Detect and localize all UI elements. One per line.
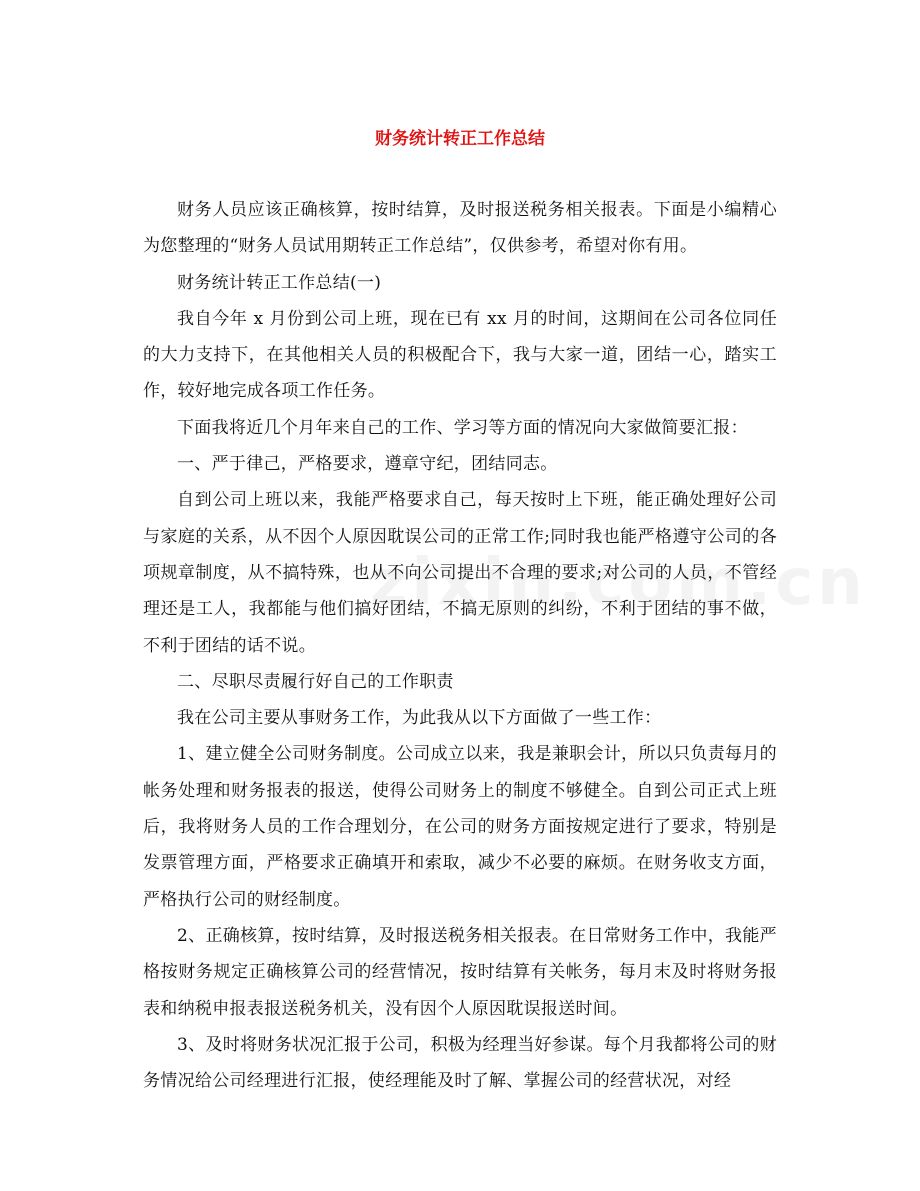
- document-title: 财务统计转正工作总结: [375, 129, 545, 149]
- paragraph: 自到公司上班以来，我能严格要求自己，每天按时上下班，能正确处理好公司与家庭的关系，从不因个人原因耽误公司的正常工作;同时我也能严格遵守公司的各项规章制度，从不搞特殊，也从不向公司提出不合理的要求;对公司的人员，不管经理还是工人，我都能与他们搞好团结，不搞无原则的纠纷，不利于团结的事不做，不利于团结的话不说。: [143, 490, 777, 656]
- section-heading: 财务统计转正工作总结(一): [177, 272, 382, 293]
- paragraph: 3、及时将财务状况汇报于公司，积极为经理当好参谋。每个月我都将公司的财务情况给公司经理进行汇报，使经理能及时了解、掌握公司的经营状况，对经: [143, 1034, 777, 1092]
- document-body: [143, 192, 777, 1099]
- paragraph: 2、正确核算，按时结算，及时报送税务相关报表。在日常财务工作中，我能严格按财务规定正确核算公司的经营情况，按时结算有关帐务，每月末及时将财务报表和纳税申报表报送税务机关，没有因个人原因耽误报送时间。: [143, 925, 777, 1019]
- section-heading: 一、严于律己，严格要求，遵章守纪，团结同志。: [177, 454, 558, 475]
- paragraph: 我在公司主要从事财务工作，为此我从以下方面做了一些工作：: [177, 708, 662, 729]
- paragraph: 我自今年 x 月份到公司上班，现在已有 xx 月的时间，这期间在公司各位同任的大力支持下，在其他相关人员的积极配合下，我与大家一道，团结一心，踏实工作，较好地完成各项工作任务。: [143, 308, 777, 402]
- section-heading: 二、尽职尽责履行好自己的工作职责: [177, 671, 454, 692]
- paragraph: 1、建立健全公司财务制度。公司成立以来，我是兼职会计，所以只负责每月的帐务处理和财务报表的报送，使得公司财务上的制度不够健全。自到公司正式上班后，我将财务人员的工作合理划分，在公司的财务方面按规定进行了要求，特别是发票管理方面，严格要求正确填开和索取，减少不必要的麻烦。在财务收支方面，严格执行公司的财经制度。: [143, 744, 777, 910]
- paragraph: 下面我将近几个月年来自己的工作、学习等方面的情况向大家做简要汇报：: [177, 417, 748, 438]
- paragraph-intro: 财务人员应该正确核算，按时结算，及时报送税务相关报表。下面是小编精心为您整理的“财务人员试用期转正工作总结”，仅供参考，希望对你有用。: [143, 200, 777, 257]
